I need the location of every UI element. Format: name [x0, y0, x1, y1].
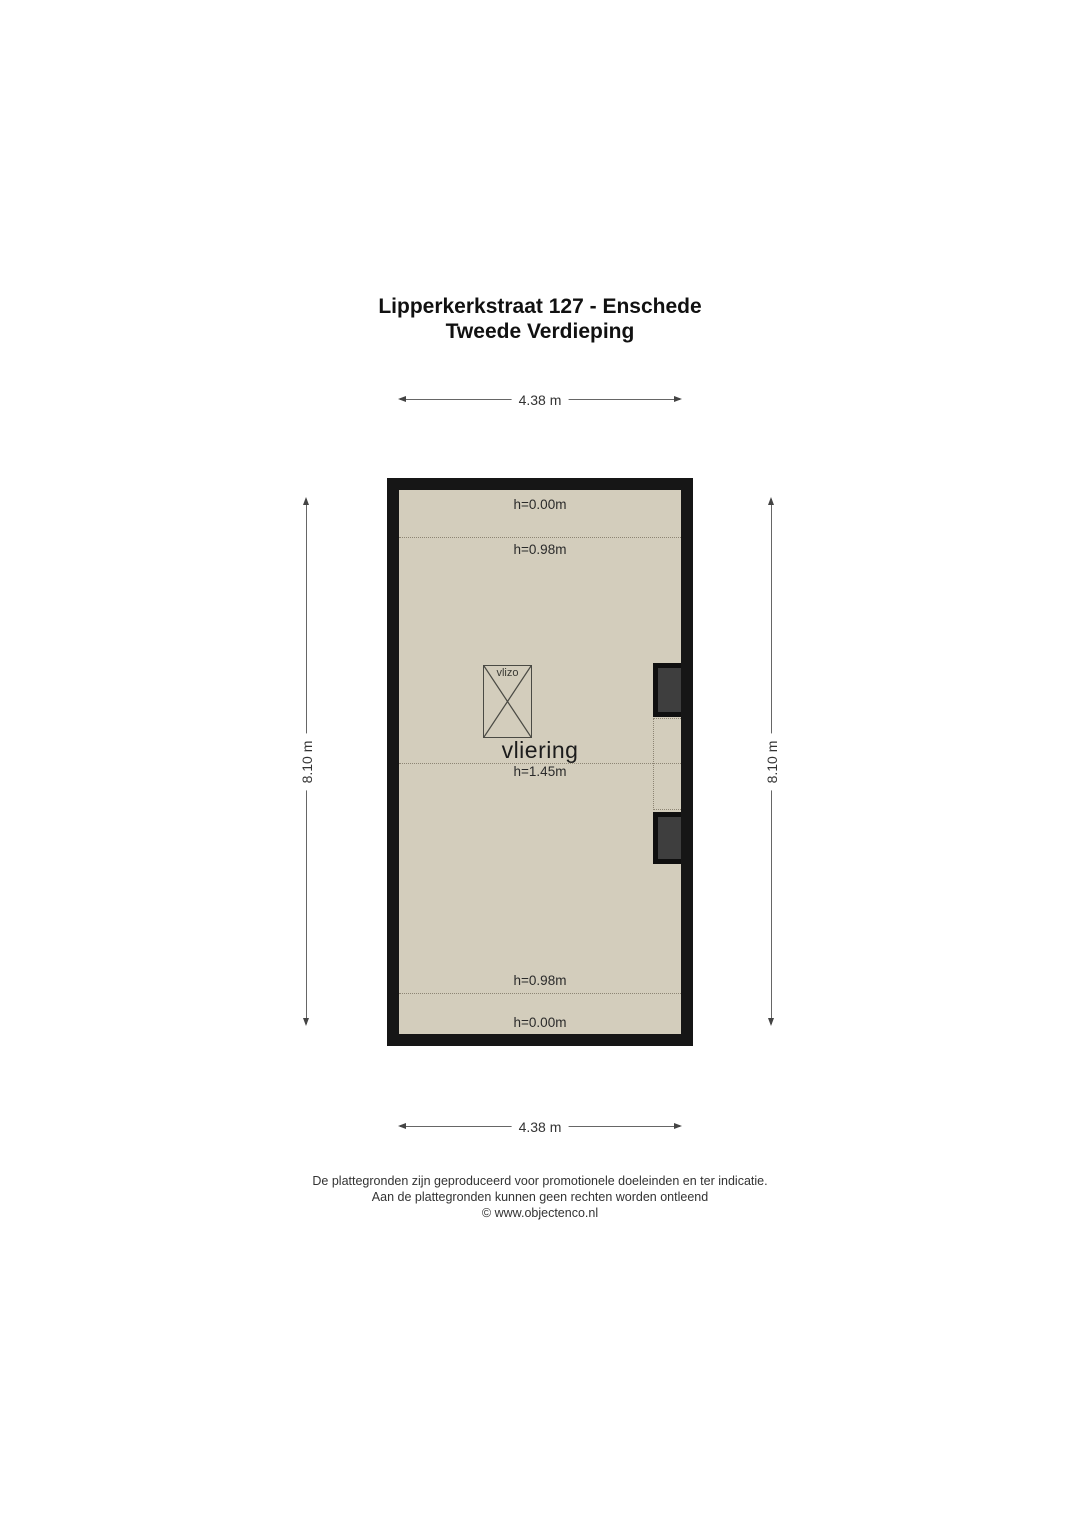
- dimension-top-label: 4.38 m: [512, 392, 569, 408]
- arrowhead-down-icon: [303, 1018, 309, 1026]
- dimension-right: [765, 497, 779, 1026]
- footer-copyright: © www.objectenco.nl: [481, 1206, 599, 1220]
- arrowhead-left-icon: [398, 396, 406, 402]
- arrowhead-right-icon: [674, 396, 682, 402]
- title-block: [0, 294, 1080, 344]
- room-height-label: h=1.45m: [513, 764, 567, 779]
- dimension-bottom-label: 4.38 m: [512, 1119, 569, 1135]
- vlizo-label: vlizo: [496, 667, 519, 679]
- height-label-bottom-knee: h=0.98m: [513, 973, 567, 988]
- height-label-top-knee: h=0.98m: [513, 542, 567, 557]
- height-line-bottom: [399, 993, 681, 994]
- room-label: vliering: [501, 737, 579, 763]
- arrowhead-up-icon: [768, 497, 774, 505]
- arrowhead-left-icon: [398, 1123, 406, 1129]
- arrowhead-right-icon: [674, 1123, 682, 1129]
- dimension-top: [398, 393, 682, 407]
- page-subtitle: Tweede Verdieping: [445, 320, 635, 343]
- height-label-top-eave: h=0.00m: [513, 497, 567, 512]
- arrowhead-down-icon: [768, 1018, 774, 1026]
- height-label-bottom-eave: h=0.00m: [513, 1015, 567, 1030]
- dimension-right-label: 8.10 m: [764, 733, 780, 790]
- duct-top: [653, 663, 681, 717]
- dimension-bottom: [398, 1120, 682, 1134]
- arrowhead-up-icon: [303, 497, 309, 505]
- footer-block: [0, 1173, 1080, 1221]
- floorplan-room-vliering: [387, 478, 693, 1046]
- dimension-left: [300, 497, 314, 1026]
- page-title: Lipperkerkstraat 127 - Enschede: [378, 295, 702, 318]
- dimension-left-label: 8.10 m: [299, 733, 315, 790]
- dashed-opening: [653, 718, 681, 810]
- vlizo-hatch: [483, 665, 532, 738]
- footer-disclaimer-line2: Aan de plattegronden kunnen geen rechten worden ontleend: [371, 1190, 709, 1204]
- height-line-top: [399, 537, 681, 538]
- duct-bottom: [653, 812, 681, 864]
- footer-disclaimer-line1: De plattegronden zijn geproduceerd voor promotionele doeleinden en ter indicatie.: [312, 1174, 768, 1188]
